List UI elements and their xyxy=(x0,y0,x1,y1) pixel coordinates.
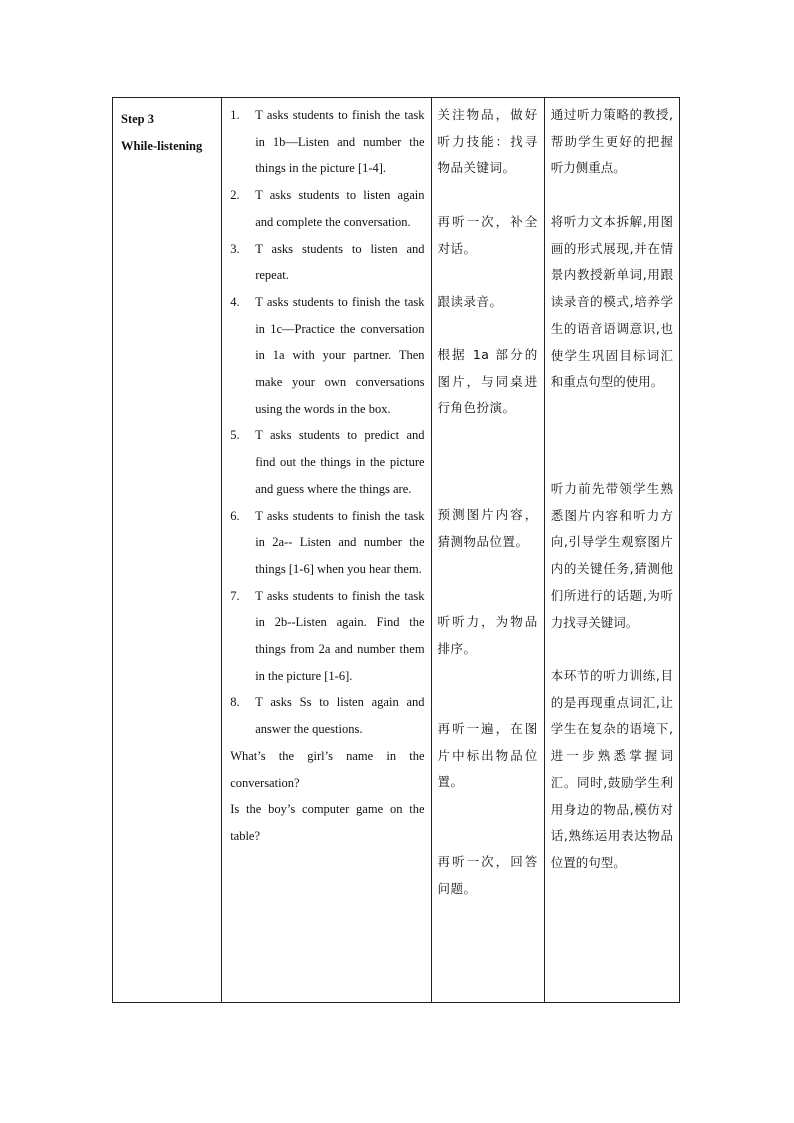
design-purpose-cell xyxy=(544,98,679,1003)
step-phase: While-listening xyxy=(121,139,203,153)
activity-item: 再听一次，回答问题。 xyxy=(437,854,538,896)
step-cell xyxy=(113,98,222,1003)
task-number: 1. xyxy=(230,108,240,122)
purpose-item: 将听力文本拆解,用图画的形式展现,并在情景内教授新单词,用跟读录音的模式,培养学生的语音语调意识,也使学生巩固目标词汇和重点句型的使用。 xyxy=(550,214,673,390)
activity-item: 预测图片内容，猜测物品位置。 xyxy=(437,507,538,549)
lesson-plan-table xyxy=(112,97,680,1003)
purpose-item: 本环节的听力训练,目的是再现重点词汇,让学生在复杂的语境下,进一步熟悉掌握词汇。同时,鼓励学生利用身边的物品,模仿对话,熟练运用表达物品位置的句型。 xyxy=(550,668,673,870)
activity-item: 跟读录音。 xyxy=(437,294,503,309)
activity-item: 根据 1a 部分的图片，与同桌进行角色扮演。 xyxy=(437,347,538,416)
task-item xyxy=(228,182,424,235)
step-label: Step 3 xyxy=(121,112,154,126)
task-text: T asks students to finish the task in 2a-- Listen and number the things [1-6] when you hear them. xyxy=(255,508,425,576)
task-item xyxy=(228,422,424,502)
task-text: T asks students to listen again and complete the conversation. xyxy=(255,188,425,229)
table-row xyxy=(113,98,680,1003)
task-item xyxy=(228,289,424,423)
purpose-item: 通过听力策略的教授,帮助学生更好的把握听力侧重点。 xyxy=(550,107,673,176)
task-text: T asks students to listen and repeat. xyxy=(255,241,425,283)
activity-item: 再听一次，补全对话。 xyxy=(437,214,538,256)
activity-item: 再听一遍，在图片中标出物品位置。 xyxy=(437,721,538,790)
question-text: Is the boy’s computer game on the table? xyxy=(230,802,425,843)
task-item xyxy=(228,102,424,182)
task-number: 4. xyxy=(230,294,240,309)
task-text: T asks students to finish the task in 2b--Listen again. Find the things from 2a and number them in the picture [1-6]. xyxy=(255,588,425,683)
task-number: 6. xyxy=(230,508,240,523)
task-number: 2. xyxy=(230,188,240,203)
task-number: 5. xyxy=(230,428,240,443)
activity-item: 听听力，为物品排序。 xyxy=(437,614,538,656)
task-item xyxy=(228,503,424,583)
question-text: What’s the girl’s name in the conversation? xyxy=(230,748,425,790)
task-number: 7. xyxy=(230,588,240,603)
task-item xyxy=(228,583,424,690)
procedure-cell xyxy=(222,98,431,1003)
purpose-item: 听力前先带领学生熟悉图片内容和听力方向,引导学生观察图片内的关键任务,猜测他们所进行的话题,为听力找寻关键词。 xyxy=(550,481,673,630)
task-item xyxy=(228,689,424,742)
task-text: T asks students to predict and find out the things in the picture and guess where the things are. xyxy=(255,428,425,496)
task-text: T asks students to finish the task in 1c—Practice the conversation in 1a with your partner. Then make your own conversations using the words in the box. xyxy=(255,294,425,416)
activity-item: 关注物品，做好听力技能：找寻物品关键词。 xyxy=(437,107,538,176)
student-activity-cell xyxy=(431,98,544,1003)
task-item xyxy=(228,236,424,289)
task-number: 8. xyxy=(230,695,240,710)
task-number: 3. xyxy=(230,241,240,256)
task-text: T asks Ss to listen again and answer the questions. xyxy=(255,695,425,737)
task-text: T asks students to finish the task in 1b—Listen and number the things in the picture [1-4]. xyxy=(255,108,425,176)
